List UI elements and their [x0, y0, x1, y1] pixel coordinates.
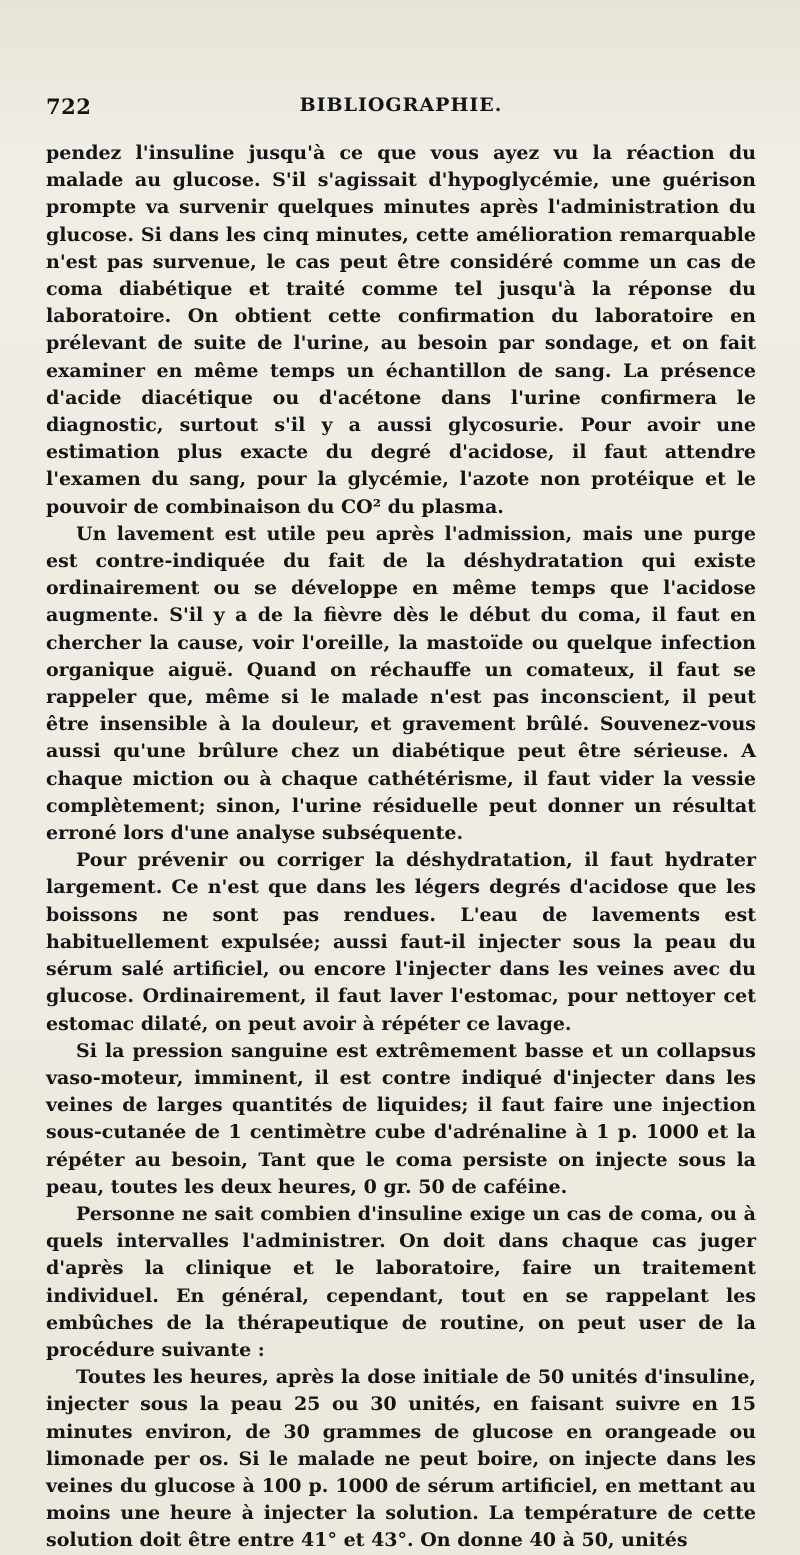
paragraph-6: Toutes les heures, après la dose initiale de 50 unités d'insuline, injecter sous la peau 25 ou 30 unités, en faisant suivre en 15 minutes environ, de 30 grammes de glucose en orangeade ou limonade per os. Si le malade ne peut boire, on injecte dans les veines du glucose à 100 p. 1000 de sérum artificiel, en mettant au moins une heure à injecter la solution. La température de cette solution doit être entre 41° et 43°. On donne 40 à 50, unités: [46, 1366, 756, 1552]
page-number: 722: [46, 94, 92, 119]
paragraph-5: Personne ne sait combien d'insuline exige un cas de coma, ou à quels intervalles l'administrer. On doit dans chaque cas juger d'après la clinique et le laboratoire, faire un traitement individuel. En général, cependant, tout en se rappelant les embûches de la thérapeutique de routine, on peut user de la procédure suivante :: [46, 1202, 756, 1361]
paragraph-1: pendez l'insuline jusqu'à ce que vous ayez vu la réaction du malade au glucose. S'il s'agissait d'hypoglycémie, une guérison prompte va survenir quelques minutes après l'administration du glucose. Si dans les cinq minutes, cette amélioration remarquable n'est pas survenue, le cas peut être considéré comme un cas de coma diabétique et traité comme tel jusqu'à la réponse du laboratoire. On obtient cette confirmation du laboratoire en prélevant de suite de l'urine, au besoin par sondage, et on fait examiner en même temps un échantillon de sang. La présence d'acide diacétique ou d'acétone dans l'urine confirmera le diagnostic, surtout s'il y a aussi glycosurie. Pour avoir une estimation plus exacte du degré d'acidose, il faut attendre l'examen du sang, pour la glycémie, l'azote non protéique et le pouvoir de combinaison du CO² du plasma.: [46, 142, 756, 518]
body-text: [46, 140, 756, 1555]
paragraph-4: Si la pression sanguine est extrêmement basse et un collapsus vaso-moteur, imminent, il est contre indiqué d'injecter dans les veines de larges quantités de liquides; il faut faire une injection sous-cutanée de 1 centimètre cube d'adrénaline à 1 p. 1000 et la répéter au besoin, Tant que le coma persiste on injecte sous la peau, toutes les deux heures, 0 gr. 50 de caféine.: [46, 1039, 756, 1198]
paragraph-3: Pour prévenir ou corriger la déshydratation, il faut hydrater largement. Ce n'est que dans les légers degrés d'acidose que les boissons ne sont pas rendues. L'eau de lavements est habituellement expulsée; aussi faut-il injecter sous la peau du sérum salé artificiel, ou encore l'injecter dans les veines avec du glucose. Ordinairement, il faut laver l'estomac, pour nettoyer cet estomac dilaté, on peut avoir à répéter ce lavage.: [46, 849, 756, 1035]
running-title: BIBLIOGRAPHIE.: [299, 94, 503, 116]
paragraph-2: Un lavement est utile peu après l'admission, mais une purge est contre-indiquée du fait de la déshydratation qui existe ordinairement ou se développe en même temps que l'acidose augmente. S'il y a de la fièvre dès le début du coma, il faut en chercher la cause, voir l'oreille, la mastoïde ou quelque infection organique aiguë. Quand on réchauffe un comateux, il faut se rappeler que, même si le malade n'est pas inconscient, il peut être insensible à la douleur, et gravement brûlé. Souvenez-vous aussi qu'une brûlure chez un diabétique peut être sérieuse. A chaque miction ou à chaque cathétérisme, il faut vider la vessie complètement; sinon, l'urine résiduelle peut donner un résultat erroné lors d'une analyse subséquente.: [46, 522, 756, 845]
page-header: [46, 94, 756, 128]
